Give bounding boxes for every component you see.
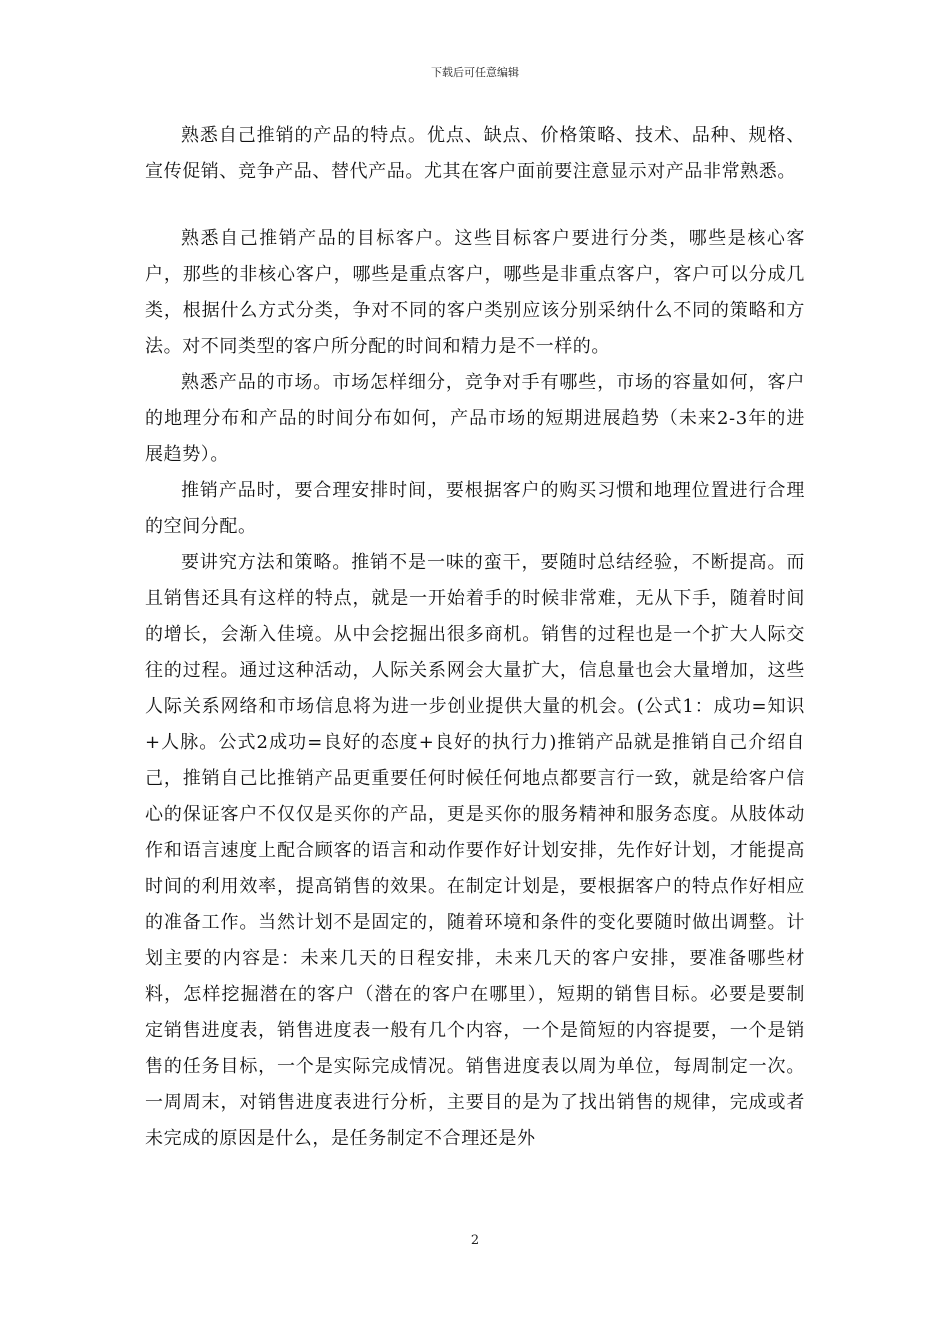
paragraph-time-arrangement: 推销产品时，要合理安排时间，要根据客户的购买习惯和地理位置进行合理的空间分配。 xyxy=(145,480,805,537)
page-header: 下载后可任意编辑 xyxy=(431,66,519,79)
paragraph-target-customers: 熟悉自己推销产品的目标客户。这些目标客户要进行分类，哪些是核心客户，那些的非核心客户，哪些是重点客户，哪些是非重点客户，客户可以分成几类，根据什么方式分类，争对不同的客户类别应该分别采纳什么不同的策略和方法。对不同类型的客户所分配的时间和精力是不一样的。 xyxy=(145,228,805,357)
paragraph-methods-strategy: 要讲究方法和策略。推销不是一味的蛮干，要随时总结经验，不断提高。而且销售还具有这样的特点，就是一开始着手的时候非常难，无从下手，随着时间的增长，会渐入佳境。从中会挖掘出很多商机。销售的过程也是一个扩大人际交往的过程。通过这种活动，人际关系网会大量扩大，信息量也会大量增加，这些人际关系网络和市场信息将为进一步创业提供大量的机会。(公式1：成功=知识+人脉。公式2成功=良好的态度+良好的执行力)推销产品就是推销自己介绍自己，推销自己比推销产品更重要任何时候任何地点都要言行一致，就是给客户信心的保证客户不仅仅是买你的产品，更是买你的服务精神和服务态度。从肢体动作和语言速度上配合顾客的语言和动作要作好计划安排，先作好计划，才能提高时间的利用效率，提高销售的效果。在制定计划是，要根据客户的特点作好相应的准备工作。当然计划不是固定的，随着环境和条件的变化要随时做出调整。计划主要的内容是：未来几天的日程安排，未来几天的客户安排，要准备哪些材料，怎样挖掘潜在的客户（潜在的客户在哪里），短期的销售目标。必要是要制定销售进度表，销售进度表一般有几个内容，一个是简短的内容提要，一个是销售的任务目标，一个是实际完成情况。销售进度表以周为单位，每周制定一次。一周周末，对销售进度表进行分析，主要目的是为了找出销售的规律，完成或者未完成的原因是什么，是任务制定不合理还是外 xyxy=(145,552,805,1149)
paragraph-market: 熟悉产品的市场。市场怎样细分，竞争对手有哪些，市场的容量如何，客户的地理分布和产品的时间分布如何，产品市场的短期进展趋势（未来2-3年的进展趋势）。 xyxy=(145,372,805,465)
document-body xyxy=(145,118,805,1157)
paragraph-product-features: 熟悉自己推销的产品的特点。优点、缺点、价格策略、技术、品种、规格、宣传促销、竞争产品、替代产品。尤其在客户面前要注意显示对产品非常熟悉。 xyxy=(145,125,805,182)
page-number: 2 xyxy=(470,1233,480,1248)
